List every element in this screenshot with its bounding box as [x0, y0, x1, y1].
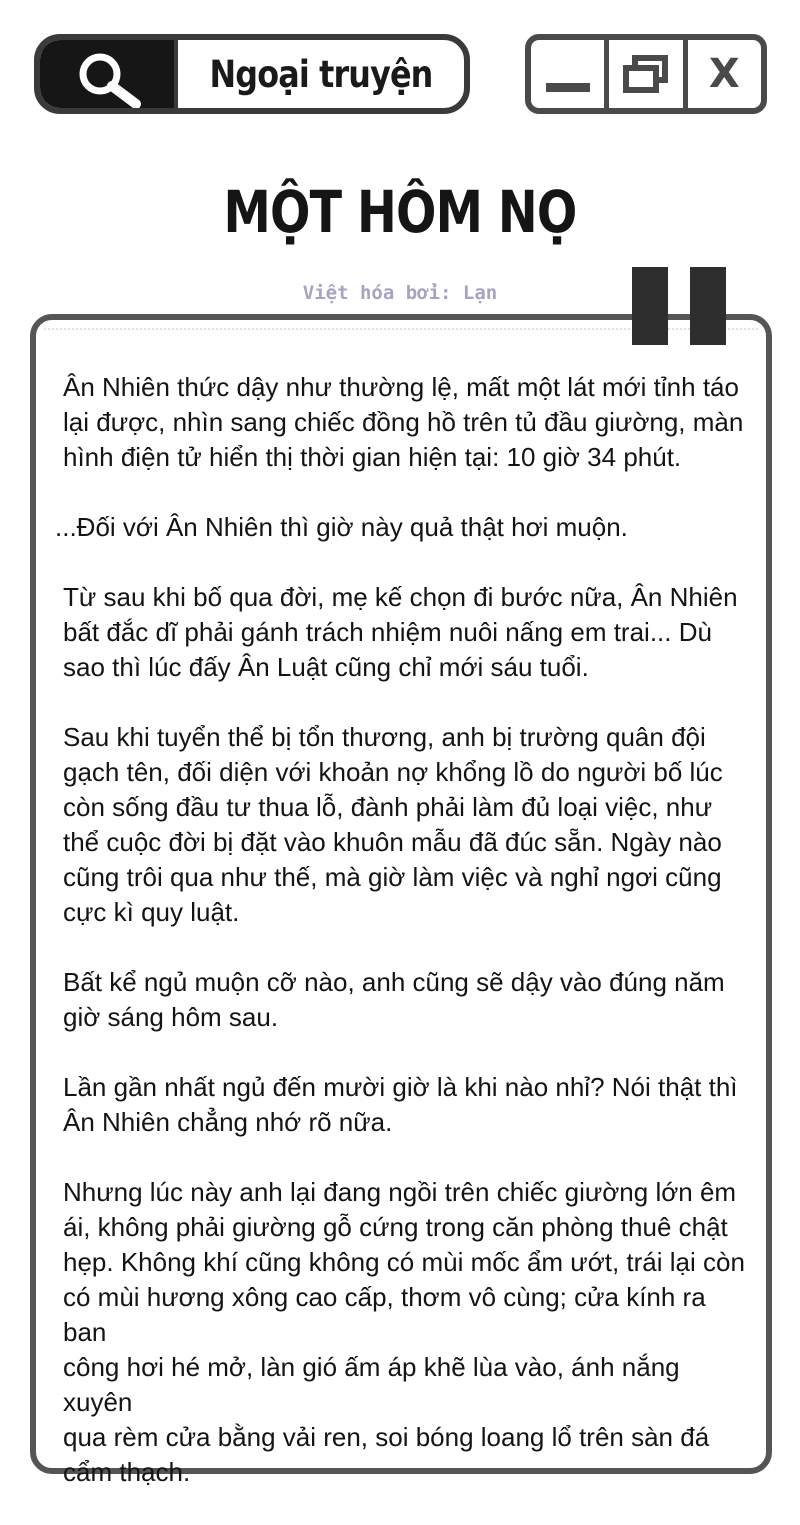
window-controls [525, 34, 767, 114]
page-title: MỘT HÔM NỌ [223, 178, 577, 246]
paragraph: Sau khi tuyển thể bị tổn thương, anh bị trường quân đội gạch tên, đối diện với khoản nợ khổng lồ do người bố lúc còn sống đầu tư thua lỗ, đành phải làm đủ loại việc, như thể cuộc đời bị đặt vào khuôn mẫu đã đúc sẵn. Ngày nào cũng trôi qua như thế, mà giờ làm việc và nghỉ ngơi cũng cực kì quy luật. [63, 722, 723, 927]
close-button[interactable] [688, 40, 761, 108]
translator-credit: Việt hóa bởi: Lạn [302, 282, 498, 304]
search-icon [74, 50, 146, 110]
paragraph: Bất kể ngủ muộn cỡ nào, anh cũng sẽ dậy vào đúng năm giờ sáng hôm sau. [63, 967, 725, 1032]
search-bar[interactable] [34, 34, 470, 114]
pause-bar-right [690, 267, 726, 345]
search-icon-box[interactable] [40, 40, 178, 108]
search-label: Ngoại truyện [209, 52, 433, 96]
paragraph: Lần gần nhất ngủ đến mười giờ là khi nào nhỉ? Nói thật thì Ân Nhiên chẳng nhớ rõ nữa. [63, 1072, 738, 1137]
paragraph: Ân Nhiên thức dậy như thường lệ, mất một lát mới tỉnh táo lại được, nhìn sang chiếc đồng hồ trên tủ đầu giường, màn hình điện tử hiển thị thời gian hiện tại: 10 giờ 34 phút. [63, 372, 744, 472]
paragraph: Từ sau khi bố qua đời, mẹ kế chọn đi bước nữa, Ân Nhiên bất đắc dĩ phải gánh trách nhiệm nuôi nấng em trai... Dù sao thì lúc đấy Ân Luật cũng chỉ mới sáu tuổi. [63, 582, 738, 682]
paragraph: ...Đối với Ân Nhiên thì giờ này quả thật hơi muộn. [55, 512, 628, 542]
restore-icon [621, 54, 671, 94]
pause-icon [632, 267, 728, 345]
paragraph: Nhưng lúc này anh lại đang ngồi trên chiếc giường lớn êm ái, không phải giường gỗ cứng trong căn phòng thuê chật hẹp. Không khí cũng không có mùi mốc ẩm ướt, trái lại còn có mùi hương xông cao cấp, thơm vô cùng; cửa kính ra ban công hơi hé mở, làn gió ấm áp khẽ lùa vào, ánh nắng xuyên qua rèm cửa bằng vải ren, soi bóng loang lổ trên sàn đá cẩm thạch. [63, 1177, 745, 1487]
minimize-icon [546, 83, 590, 92]
minimize-button[interactable] [531, 40, 609, 108]
restore-button[interactable] [609, 40, 687, 108]
pause-bar-left [632, 267, 668, 345]
close-icon: X [708, 51, 740, 97]
story-text [55, 370, 753, 1525]
